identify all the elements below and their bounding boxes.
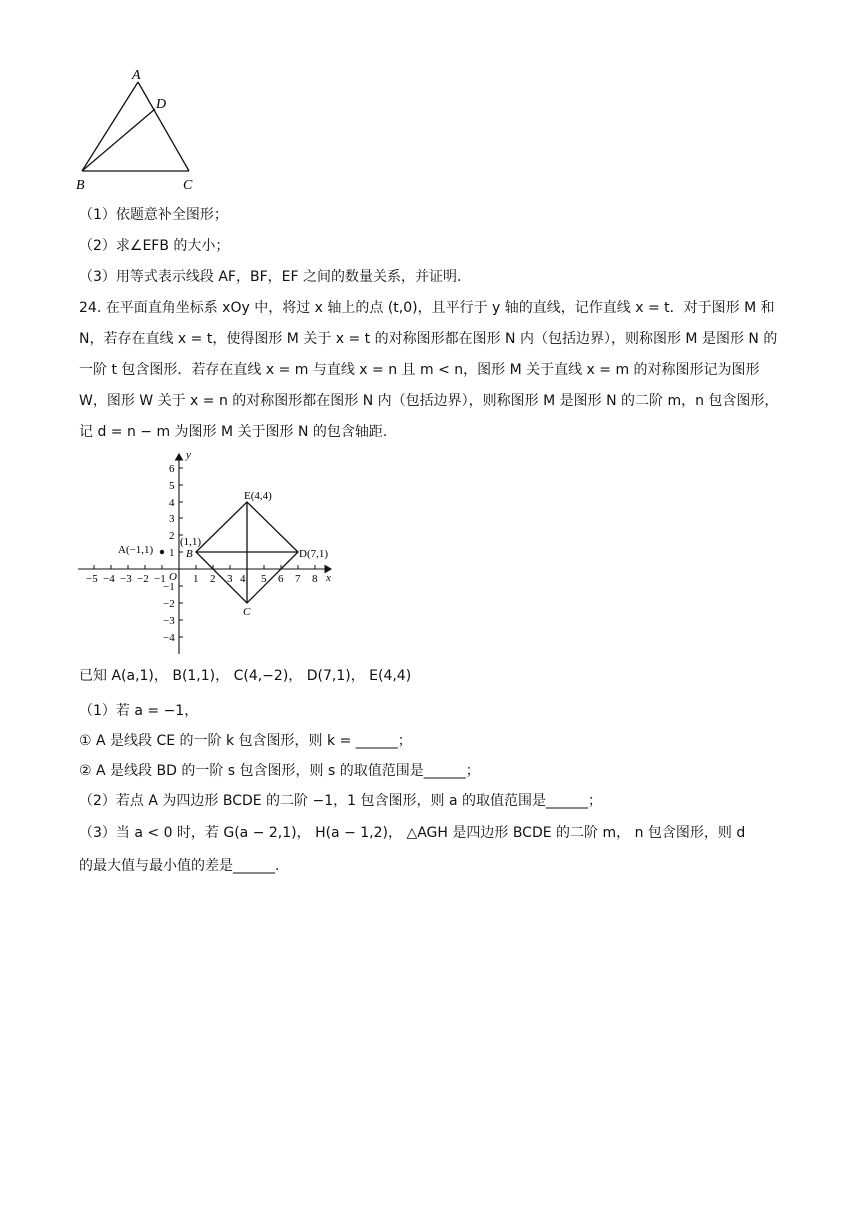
- y-tick: −3: [163, 615, 175, 627]
- x-tick: −3: [120, 573, 132, 585]
- origin-label: O: [169, 571, 177, 583]
- x-tick: 8: [312, 573, 318, 585]
- x-tick: −1: [154, 573, 166, 585]
- label-point-a: A(−1,1): [118, 544, 154, 556]
- segment-ac: [138, 82, 189, 171]
- sub-q1-a: ① A 是线段 CE 的一阶 k 包含图形，则 k = ______；: [79, 733, 412, 749]
- x-tick: 7: [295, 573, 301, 585]
- label-d: D: [156, 97, 167, 112]
- y-tick: −1: [163, 581, 175, 593]
- known-points: 已知 A(a,1)， B(1,1)， C(4,−2)， D(7,1)， E(4,4): [79, 668, 412, 684]
- x-tick: 2: [210, 573, 216, 585]
- y-tick: 5: [169, 480, 175, 492]
- label-b: B: [76, 178, 85, 193]
- label-point-b: B: [186, 548, 193, 560]
- segment-ab: [82, 82, 138, 171]
- label-point-c: C: [243, 606, 251, 618]
- label-c: C: [183, 178, 193, 193]
- sub-q3: （3）当 a < 0 时，若 G(a − 2,1)， H(a − 1,2)， △AGH 是四边形 BCDE 的二阶 m， n 包含图形，则 d: [79, 825, 746, 841]
- sub-q1: （1）若 a = −1，: [79, 703, 199, 719]
- coordinate-figure: [76, 446, 341, 656]
- y-tick: 3: [169, 513, 175, 525]
- x-tick: 4: [240, 573, 246, 585]
- label-point-d: D(7,1): [299, 548, 329, 560]
- label-a: A: [132, 68, 141, 83]
- sub-q2: （2）若点 A 为四边形 BCDE 的二阶 −1，1 包含图形，则 a 的取值范围是______；: [79, 793, 602, 809]
- y-tick: 2: [169, 530, 175, 542]
- axis-y-label: y: [186, 449, 191, 461]
- point-a: [160, 550, 164, 554]
- segment-bd: [82, 109, 155, 171]
- y-tick: 1: [169, 547, 175, 559]
- x-tick: 6: [278, 573, 284, 585]
- q24-statement: 24. 在平面直角坐标系 xOy 中，将过 x 轴上的点 (t,0)，且平行于 y 轴的直线，记作直线 x = t．对于图形 M 和 N，若存在直线 x = t，使得图形 M 关于 x = t 的对称图形都在图形 N 内（包括边界），则称图形 M 是图形 N 的一阶 t 包含图形．若存在直线 x = m 与直线 x = n 且 m < n，图形 M 关于直线 x = m 的对称图形记为图形 W，图形 W 关于 x = n 的对称图形都在图形 N 内（包括边界），则称图形 M 是图形 N 的二阶 m，n 包含图形，记 d = n − m 为图形 M 关于图形 N 的包含轴距.: [79, 300, 779, 440]
- q23-part1: （1）依题意补全图形；: [79, 207, 228, 223]
- sub-q3-cont: 的最大值与最小值的差是______.: [79, 858, 280, 874]
- y-tick: 6: [169, 463, 175, 475]
- x-tick: 5: [261, 573, 267, 585]
- triangle-figure: [72, 64, 212, 194]
- label-point-e: E(4,4): [244, 490, 272, 502]
- x-tick: 1: [193, 573, 199, 585]
- y-tick: −2: [163, 598, 175, 610]
- x-tick: 3: [227, 573, 233, 585]
- sub-q1-b: ② A 是线段 BD 的一阶 s 包含图形，则 s 的取值范围是______；: [79, 763, 480, 779]
- x-tick: −5: [86, 573, 98, 585]
- x-tick: −2: [137, 573, 149, 585]
- x-tick: −4: [103, 573, 115, 585]
- q23-part3: （3）用等式表示线段 AF，BF，EF 之间的数量关系，并证明.: [79, 269, 462, 285]
- axis-x-label: x: [326, 572, 331, 584]
- q23-part2: （2）求∠EFB 的大小；: [79, 238, 230, 254]
- y-tick: −4: [163, 632, 175, 644]
- y-tick: 4: [169, 497, 175, 509]
- label-point-b-coord: (1,1): [180, 536, 202, 548]
